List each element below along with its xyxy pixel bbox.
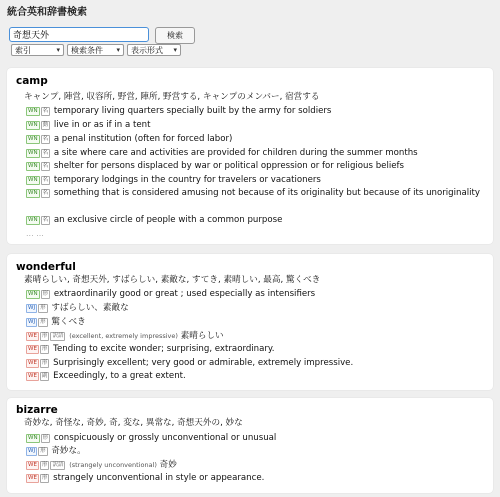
search-condition-select[interactable] bbox=[67, 44, 124, 56]
more-indicator[interactable]: ... ... bbox=[26, 229, 44, 238]
sense-text: extraordinarily good or great ; used especially as intensifiers bbox=[53, 289, 316, 299]
source-badge: WE bbox=[28, 346, 37, 352]
source-badge: WN bbox=[28, 217, 38, 223]
sense-text: Tending to excite wonder; surprising, extraordinary. bbox=[53, 344, 275, 354]
sense-row bbox=[26, 331, 485, 342]
source-badge: WN bbox=[28, 177, 38, 183]
headword: camp bbox=[16, 75, 48, 87]
pos-badge: 形 bbox=[41, 346, 48, 352]
sense-note: (strangely unconventional) bbox=[69, 461, 157, 469]
source-badge: WN bbox=[28, 150, 38, 156]
entry-card-wonderful bbox=[7, 254, 493, 390]
search-input[interactable] bbox=[9, 27, 149, 42]
sense-text: 奇妙 bbox=[159, 460, 177, 470]
pos-badge: 形 bbox=[41, 475, 48, 481]
entry-card-bizarre bbox=[7, 398, 493, 493]
search-condition-select-value: 検索条件 bbox=[71, 45, 103, 55]
sense-row bbox=[26, 303, 485, 314]
sense-row bbox=[26, 106, 485, 117]
sense-row bbox=[26, 188, 483, 199]
source-badge: WJ bbox=[28, 305, 36, 311]
pos-badge: 名 bbox=[42, 136, 49, 142]
pos-badge: 名 bbox=[42, 190, 49, 196]
sense-text: temporary lodgings in the country for travelers or vacationers bbox=[53, 175, 321, 185]
source-badge: WE bbox=[28, 360, 37, 366]
source-badge: WE bbox=[28, 333, 37, 339]
sense-text: a penal institution (often for forced labor) bbox=[53, 134, 233, 144]
source-badge: WN bbox=[28, 435, 38, 441]
sense-text: live in or as if in a tent bbox=[53, 120, 151, 130]
entry-card-camp bbox=[7, 68, 493, 244]
sense-text: temporary living quarters specially built by the army for soldiers bbox=[53, 106, 332, 116]
sense-row bbox=[26, 289, 485, 300]
source-badge: WN bbox=[28, 291, 38, 297]
chevron-down-icon: ▾ bbox=[173, 45, 177, 54]
pos-badge: 形 bbox=[41, 360, 48, 366]
sense-text: a site where care and activities are provided for children during the summer months bbox=[53, 148, 418, 158]
translations: 奇妙な, 奇怪な, 奇妙, 奇, 変な, 異常な, 奇想天外の, 妙な bbox=[24, 418, 243, 428]
source-badge: WE bbox=[28, 462, 37, 468]
display-format-select[interactable] bbox=[127, 44, 181, 56]
sense-text: Surprisingly excellent; very good or admirable, extremely impressive. bbox=[53, 358, 354, 368]
source-badge: WN bbox=[28, 190, 38, 196]
pos-badge: 形 bbox=[42, 291, 49, 297]
source-badge: WJ bbox=[28, 319, 36, 325]
sense-row bbox=[26, 371, 485, 382]
source-badge: WN bbox=[28, 108, 38, 114]
pos-badge: 副 bbox=[41, 373, 48, 379]
sense-row bbox=[26, 433, 485, 444]
index-select-value: 索引 bbox=[15, 45, 31, 55]
index-select[interactable] bbox=[11, 44, 64, 56]
app-title: 統合英和辞書検索 bbox=[7, 7, 87, 18]
sense-row bbox=[26, 148, 485, 159]
sense-note: (excellent, extremely impressive) bbox=[69, 332, 178, 340]
sense-text: 奇妙な。 bbox=[51, 446, 86, 456]
pos-badge: 名 bbox=[42, 150, 49, 156]
subtype-badge: 訳語 bbox=[52, 462, 64, 468]
sense-text: something that is considered amusing not because of its originality but because of its unoriginality bbox=[53, 188, 480, 198]
display-format-select-value: 表示形式 bbox=[131, 45, 163, 55]
source-badge: WE bbox=[28, 373, 37, 379]
headword: wonderful bbox=[16, 261, 76, 273]
chevron-down-icon: ▾ bbox=[116, 45, 120, 54]
chevron-down-icon: ▾ bbox=[56, 45, 60, 54]
pos-badge: 形 bbox=[41, 462, 48, 468]
sense-row bbox=[26, 120, 485, 131]
sense-row bbox=[26, 215, 485, 226]
sense-text: an exclusive circle of people with a common purpose bbox=[53, 215, 283, 225]
sense-row bbox=[26, 344, 485, 355]
pos-badge: 形 bbox=[42, 435, 49, 441]
pos-badge: 形 bbox=[40, 319, 46, 325]
sense-row bbox=[26, 175, 485, 186]
search-button[interactable]: 検索 bbox=[155, 27, 195, 44]
headword: bizarre bbox=[16, 404, 58, 416]
source-badge: WJ bbox=[28, 448, 36, 454]
source-badge: WN bbox=[28, 136, 38, 142]
pos-badge: 名 bbox=[42, 108, 49, 114]
translations: キャンプ, 陣営, 収容所, 野営, 陣所, 野営する, キャンプのメンバー, 宿営する bbox=[24, 92, 320, 102]
pos-badge: 動 bbox=[42, 122, 49, 128]
sense-row bbox=[26, 460, 485, 471]
pos-badge: 名 bbox=[42, 177, 49, 183]
translations: 素晴らしい, 奇想天外, すばらしい, 素敵な, すてき, 素晴しい, 最高, 驚くべき bbox=[24, 275, 321, 285]
sense-row bbox=[26, 358, 485, 369]
subtype-badge: 訳語 bbox=[52, 333, 64, 339]
sense-text: 驚くべき bbox=[51, 317, 86, 327]
pos-badge: 形 bbox=[40, 448, 46, 454]
sense-row bbox=[26, 446, 485, 457]
source-badge: WN bbox=[28, 122, 38, 128]
sense-row bbox=[26, 134, 485, 145]
sense-row bbox=[26, 473, 485, 484]
sense-text: すばらしい、素敵な bbox=[51, 303, 129, 313]
sense-text: 素晴らしい bbox=[180, 331, 224, 341]
sense-row bbox=[26, 161, 485, 172]
sense-text: strangely unconventional in style or appearance. bbox=[53, 473, 265, 483]
sense-text: Exceedingly, to a great extent. bbox=[53, 371, 186, 381]
sense-text: conspicuously or grossly unconventional or unusual bbox=[53, 433, 277, 443]
pos-badge: 名 bbox=[42, 163, 49, 169]
source-badge: WN bbox=[28, 163, 38, 169]
sense-text: shelter for persons displaced by war or political oppression or for religious beliefs bbox=[53, 161, 405, 171]
pos-badge: 形 bbox=[40, 305, 46, 311]
sense-row bbox=[26, 317, 485, 328]
pos-badge: 名 bbox=[42, 217, 49, 223]
pos-badge: 形 bbox=[41, 333, 48, 339]
source-badge: WE bbox=[28, 475, 37, 481]
